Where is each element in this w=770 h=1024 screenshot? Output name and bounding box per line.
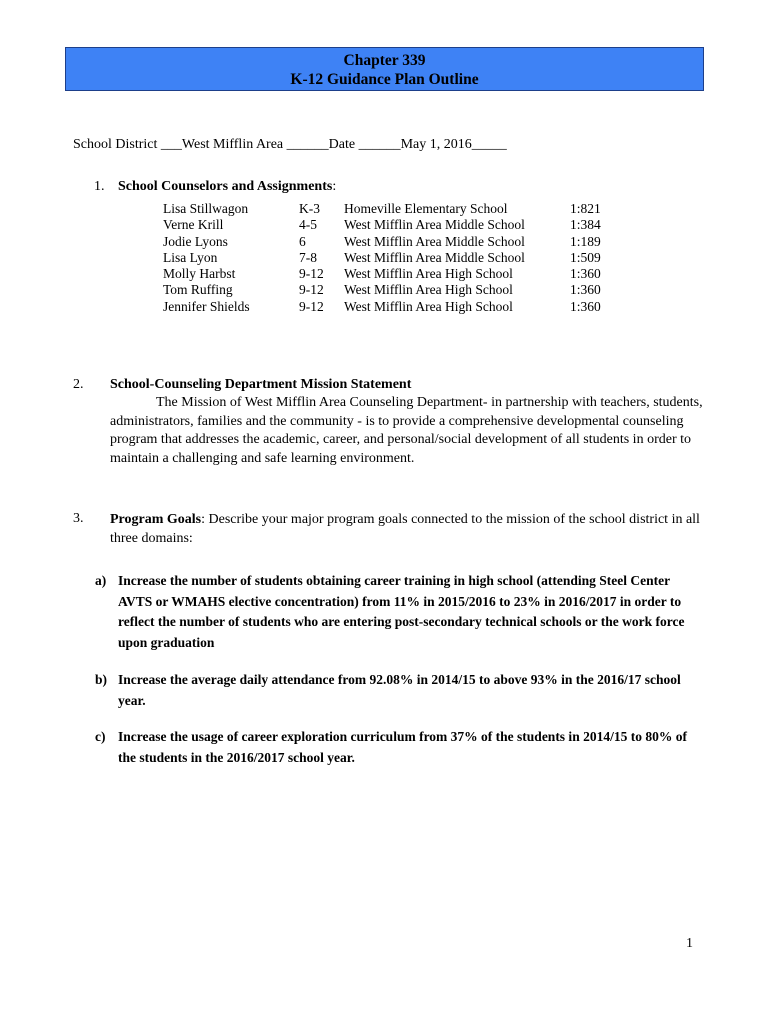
table-row bbox=[163, 234, 620, 250]
counselor-ratio: 1:360 bbox=[570, 266, 601, 282]
counselor-grade: 7-8 bbox=[299, 249, 317, 265]
goal-a bbox=[95, 571, 705, 653]
counselor-name: Molly Harbst bbox=[163, 266, 236, 282]
counselor-grade: 9-12 bbox=[299, 298, 324, 314]
chapter-title: Chapter 339 bbox=[343, 52, 426, 69]
title-banner bbox=[65, 47, 704, 91]
counselor-ratio: 1:360 bbox=[570, 282, 601, 298]
goal-c bbox=[95, 727, 705, 768]
counselor-grade: K-3 bbox=[299, 201, 320, 216]
plan-title: K-12 Guidance Plan Outline bbox=[290, 71, 479, 88]
counselor-school: West Mifflin Area Middle School bbox=[344, 249, 525, 265]
mission-text: The Mission of West Mifflin Area Counseling Department- in partnership with teachers, students, administrators, families and the community - is to provide a comprehensive developmental counseling program that addresses the academic, career, and personal/social development of all students in order to maintain a challenging and safe learning environment. bbox=[110, 395, 703, 466]
program-goals-intro bbox=[110, 511, 710, 548]
table-row bbox=[163, 282, 620, 298]
table-row bbox=[163, 217, 620, 233]
goal-label: a) bbox=[95, 573, 107, 588]
counselor-name: Lisa Lyon bbox=[163, 249, 218, 265]
table-row bbox=[163, 201, 620, 217]
section3-intro: : Describe your major program goals connected to the mission of the school district in all three domains: bbox=[110, 512, 700, 546]
page-number: 1 bbox=[686, 936, 693, 951]
counselor-school: West Mifflin Area High School bbox=[344, 298, 513, 314]
counselor-name: Jodie Lyons bbox=[163, 233, 228, 249]
counselor-grade: 9-12 bbox=[299, 282, 324, 298]
counselor-name: Verne Krill bbox=[163, 217, 224, 233]
counselor-name: Jennifer Shields bbox=[163, 298, 250, 314]
counselor-school: West Mifflin Area High School bbox=[344, 282, 513, 298]
goal-b bbox=[95, 670, 705, 711]
goal-text: Increase the average daily attendance from 92.08% in 2014/15 to above 93% in the 2016/17 school year. bbox=[118, 672, 681, 708]
counselor-school: Homeville Elementary School bbox=[344, 201, 508, 216]
counselor-ratio: 1:384 bbox=[570, 217, 601, 233]
counselor-school: West Mifflin Area Middle School bbox=[344, 233, 525, 249]
section3-number: 3. bbox=[73, 511, 84, 526]
goal-label: b) bbox=[95, 672, 108, 687]
table-row bbox=[163, 266, 620, 282]
counselor-school: West Mifflin Area Middle School bbox=[344, 217, 525, 233]
goal-text: Increase the number of students obtaining career training in high school (attending Steel Center AVTS or WMAHS elective concentration) from 11% in 2015/2016 to 23% in 2016/2017 in order to reflect the number of students who are entering post-secondary technical schools or the work force upon graduation bbox=[118, 573, 685, 650]
district-line: School District ___West Mifflin Area ______Date ______May 1, 2016_____ bbox=[73, 137, 507, 152]
counselor-name: Tom Ruffing bbox=[163, 282, 233, 298]
mission-statement bbox=[110, 394, 710, 468]
counselor-ratio: 1:509 bbox=[570, 249, 601, 265]
goal-text: Increase the usage of career exploration curriculum from 37% of the students in 2014/15 to 80% of the students in the 2016/2017 school year. bbox=[118, 729, 687, 765]
section1-heading-colon: : bbox=[332, 179, 337, 194]
counselor-grade: 4-5 bbox=[299, 217, 317, 233]
section1-number: 1. bbox=[94, 179, 105, 194]
counselor-school: West Mifflin Area High School bbox=[344, 266, 513, 282]
section1-heading-line bbox=[118, 179, 336, 195]
table-row bbox=[163, 299, 620, 315]
section1-heading: School Counselors and Assignments bbox=[118, 179, 333, 194]
counselor-ratio: 1:360 bbox=[570, 298, 601, 314]
counselor-ratio: 1:189 bbox=[570, 233, 601, 249]
counselor-grade: 6 bbox=[299, 233, 306, 249]
counselor-name: Lisa Stillwagon bbox=[163, 201, 249, 216]
section2-number: 2. bbox=[73, 377, 84, 392]
goal-label: c) bbox=[95, 729, 106, 744]
counselor-ratio: 1:821 bbox=[570, 201, 601, 216]
section3-heading: Program Goals bbox=[110, 512, 202, 527]
counselor-grade: 9-12 bbox=[299, 266, 324, 282]
table-row bbox=[163, 250, 620, 266]
counselor-table bbox=[163, 201, 620, 315]
section2-heading: School-Counseling Department Mission Statement bbox=[110, 377, 412, 392]
